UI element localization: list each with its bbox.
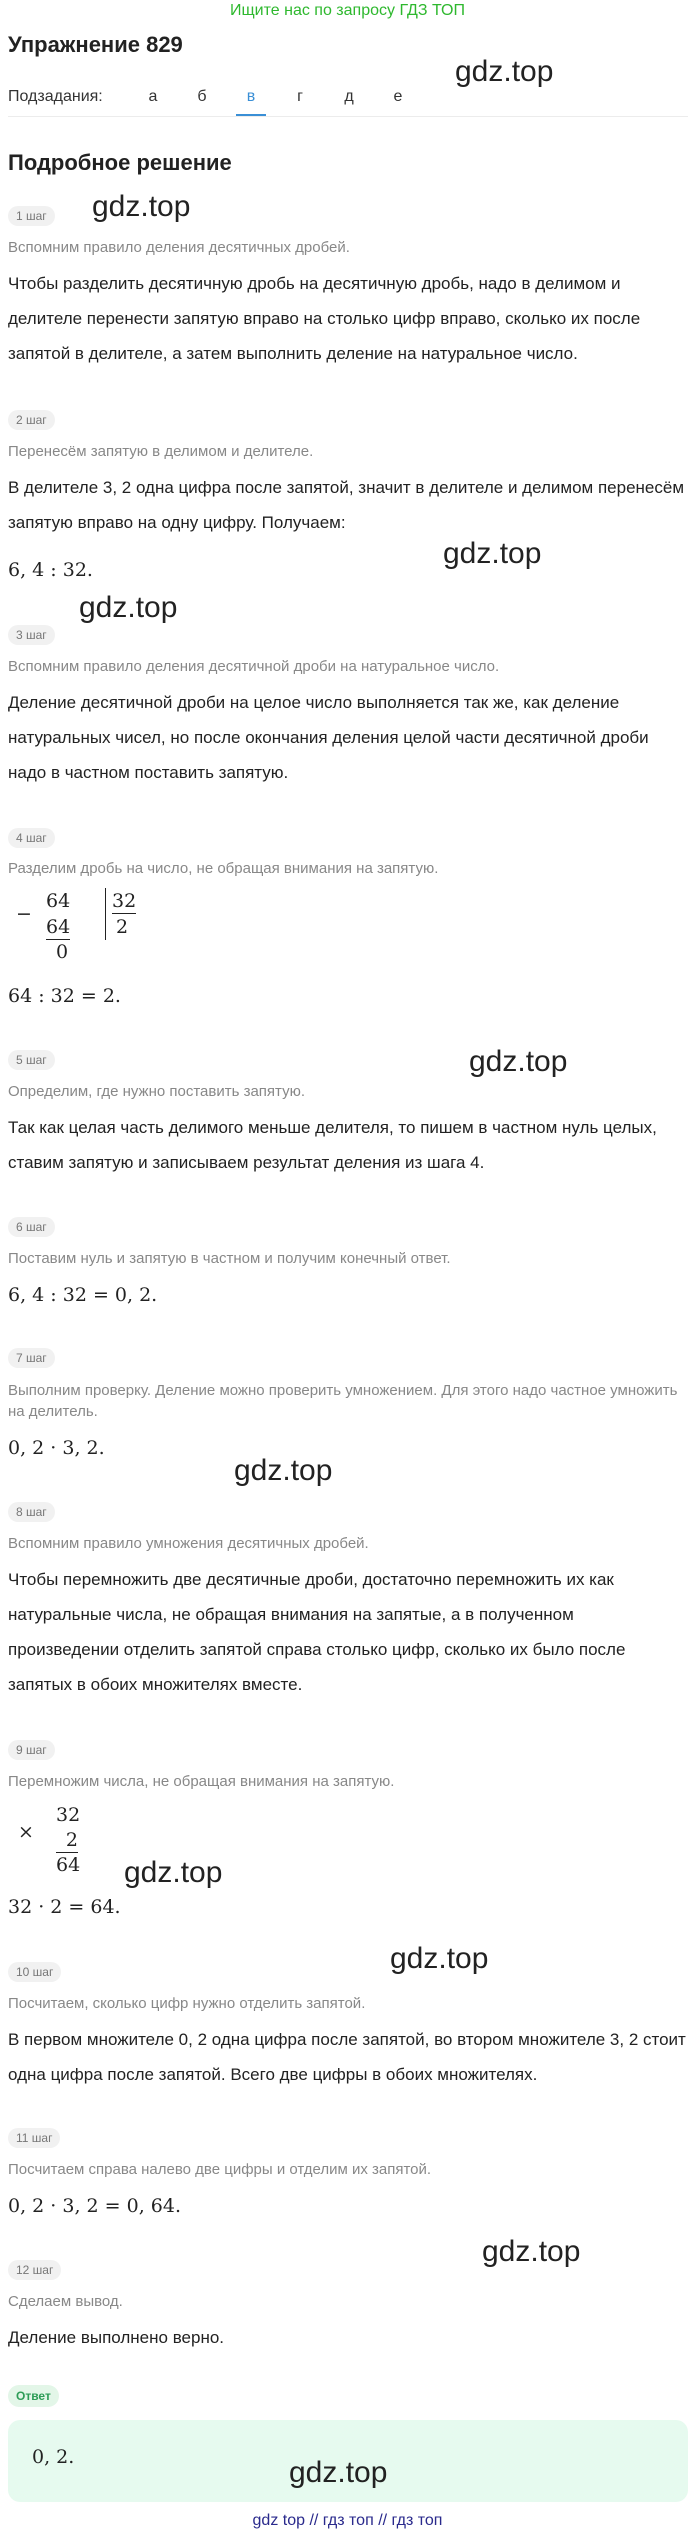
step-math: 6, 4 : 32 = 0, 2. (8, 1284, 158, 1306)
step-hint: Перемножим числа, не обращая внимания на запятую. (8, 1773, 395, 1790)
step-text: Деление выполнено верно. (8, 2328, 225, 2347)
watermark: gdz.top (124, 1856, 223, 1889)
subtrahend: 64 (46, 916, 71, 938)
tab-b[interactable]: б (197, 88, 207, 105)
step-text: Так как целая часть делимого меньше делителя, то пишем в частном нуль целых, ставим запятую и записываем результат деления из шага 4. (8, 1118, 657, 1172)
tab-a[interactable]: а (148, 88, 158, 105)
minus-sign: − (16, 903, 32, 925)
quotient: 2 (116, 916, 129, 938)
step-math: 6, 4 : 32. (8, 559, 93, 581)
factor-b: 2 (56, 1828, 78, 1853)
step-math: 64 : 32 = 2. (8, 985, 121, 1007)
top-promo-link[interactable]: Ищите нас по запросу ГДЗ ТОП (230, 2, 465, 19)
step-hint: Перенесём запятую в делимом и делителе. (8, 443, 314, 460)
answer-badge: Ответ (8, 2385, 59, 2407)
step-badge: 4 шаг (8, 828, 55, 848)
tab-e[interactable]: е (393, 88, 403, 105)
subtasks-bar (8, 80, 688, 117)
step-hint: Вспомним правило деления десятичных дробей. (8, 239, 350, 256)
watermark: gdz.top (79, 591, 178, 624)
times-sign: × (18, 1821, 34, 1843)
watermark: gdz.top (469, 1045, 568, 1078)
step-hint: Разделим дробь на число, не обращая внимания на запятую. (8, 860, 439, 877)
step-text: Деление десятичной дроби на целое число выполняется так же, как деление натуральных чисел, но после окончания деления целой части десятичной дроби надо в частном поставить запятую. (8, 693, 649, 782)
step-badge: 7 шаг (8, 1348, 55, 1368)
watermark: gdz.top (455, 55, 554, 88)
page-title: Упражнение 829 (8, 32, 183, 57)
product: 64 (56, 1854, 81, 1876)
step-badge: 1 шаг (8, 206, 55, 226)
remainder: 0 (56, 941, 69, 963)
step-hint: Посчитаем, сколько цифр нужно отделить запятой. (8, 1995, 366, 2012)
step-badge: 9 шаг (8, 1740, 55, 1760)
subtasks-label: Подзадания: (8, 88, 103, 105)
step-text: В делителе 3, 2 одна цифра после запятой, значит в делителе и делимом перенесём запятую вправо на одну цифру. Получаем: (8, 478, 685, 532)
step-hint: Выполним проверку. Деление можно проверить умножением. Для этого надо частное умножить на делитель. (8, 1382, 678, 1420)
step-hint: Определим, где нужно поставить запятую. (8, 1083, 305, 1100)
watermark: gdz.top (234, 1454, 333, 1487)
dividend: 64 (46, 890, 71, 912)
step-badge: 2 шаг (8, 410, 55, 430)
step-hint: Вспомним правило умножения десятичных дробей. (8, 1535, 369, 1552)
step-math: 0, 2 · 3, 2 = 0, 64. (8, 2195, 182, 2217)
watermark: gdz.top (390, 1942, 489, 1975)
step-text: Чтобы перемножить две десятичные дроби, достаточно перемножить их как натуральные числа, не обращая внимания на запятые, а в полученном произведении отделить запятой справа столько цифр, сколько их было после запятых в обоих множителях вместе. (8, 1570, 626, 1694)
watermark: gdz.top (289, 2456, 388, 2489)
divisor: 32 (112, 890, 137, 912)
tab-v[interactable]: в (236, 86, 266, 116)
step-hint: Вспомним правило деления десятичной дроби на натуральное число. (8, 658, 500, 675)
step-text: Чтобы разделить десятичную дробь на десятичную дробь, надо в делимом и делителе перенести запятую вправо на столько цифр вправо, сколько их после запятой в делителе, а затем выполнить деление на натуральное число. (8, 274, 641, 363)
watermark: gdz.top (482, 2235, 581, 2268)
step-text: В первом множителе 0, 2 одна цифра после запятой, во втором множителе 3, 2 стоит одна цифра после запятой. Всего две цифры в обоих множителях. (8, 2030, 686, 2084)
step-badge: 5 шаг (8, 1050, 55, 1070)
tab-g[interactable]: г (297, 88, 303, 105)
tab-d[interactable]: д (344, 88, 354, 105)
step-badge: 12 шаг (8, 2260, 61, 2280)
step-math: 0, 2 · 3, 2. (8, 1437, 105, 1459)
step-badge: 3 шаг (8, 625, 55, 645)
step-badge: 8 шаг (8, 1502, 55, 1522)
step-hint: Сделаем вывод. (8, 2293, 123, 2310)
watermark: gdz.top (92, 190, 191, 223)
step-badge: 6 шаг (8, 1217, 55, 1237)
step-hint: Посчитаем справа налево две цифры и отделим их запятой. (8, 2161, 432, 2178)
step-hint: Поставим нуль и запятую в частном и получим конечный ответ. (8, 1250, 451, 1267)
solution-heading: Подробное решение (8, 150, 232, 175)
footer-links[interactable]: gdz top // гдз топ // гдз топ (252, 2512, 443, 2529)
watermark: gdz.top (443, 537, 542, 570)
answer-value: 0, 2. (32, 2446, 75, 2468)
step-badge: 10 шаг (8, 1962, 61, 1982)
step-math: 32 · 2 = 64. (8, 1896, 121, 1918)
factor-a: 32 (56, 1804, 81, 1826)
step-badge: 11 шаг (8, 2128, 60, 2148)
division-bar (105, 888, 106, 940)
